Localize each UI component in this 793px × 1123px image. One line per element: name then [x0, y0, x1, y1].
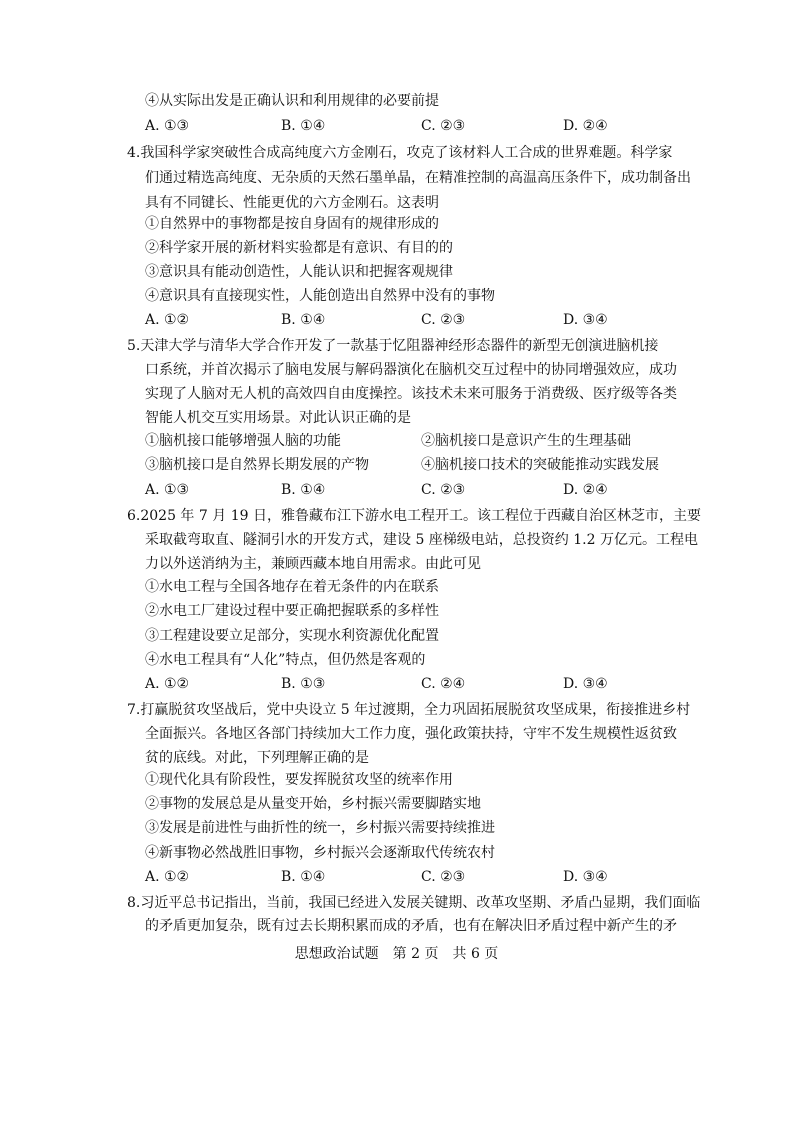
q4-statement-3: ③意识具有能动创造性，人能认识和把握客观规律: [145, 264, 453, 280]
option-c: C. ②③: [421, 482, 466, 498]
q6-statement-4: ④水电工程具有“人化”特点，但仍然是客观的: [145, 652, 426, 668]
q5-statement-4: ④脑机接口技术的突破能推动实践发展: [421, 457, 659, 473]
q4-statement-2: ②科学家开展的新材料实验都是有意识、有目的的: [145, 240, 453, 256]
q4-stem-line-3: 具有不同键长、性能更优的六方金刚石。这表明: [145, 195, 439, 211]
q7-statement-2: ②事物的发展总是从量变开始，乡村振兴需要脚踏实地: [145, 796, 481, 812]
option-a: A. ①②: [145, 676, 190, 692]
option-d: D. ③④: [563, 869, 608, 885]
q7-stem-line-2: 全面振兴。各地区各部门持续加大工作力度，强化政策扶持，守牢不发生规模性返贫致: [145, 726, 677, 742]
option-b: B. ①③: [281, 676, 326, 692]
q5-statement-3: ③脑机接口是自然界长期发展的产物: [145, 457, 369, 473]
q7-stem-line-1: 7.打赢脱贫攻坚战后，党中央设立 5 年过渡期，全力巩固拓展脱贫攻坚成果，衔接推进乡村: [127, 702, 691, 718]
option-a: A. ①②: [145, 869, 190, 885]
q5-stem-line-1: 5.天津大学与清华大学合作开发了一款基于忆阻器神经形态器件的新型无创演进脑机接: [127, 338, 659, 354]
q8-stem-line-2: 的矛盾更加复杂，既有过去长期积累而成的矛盾，也有在解决旧矛盾过程中新产生的矛: [145, 918, 677, 934]
q6-options: [145, 674, 665, 694]
q4-stem-line-1: 4.我国科学家突破性合成高纯度六方金刚石，攻克了该材料人工合成的世界难题。科学家: [127, 145, 673, 161]
option-a: A. ①③: [145, 118, 190, 134]
q7-statement-4: ④新事物必然战胜旧事物，乡村振兴会逐渐取代传统农村: [145, 845, 495, 861]
option-d: D. ②④: [563, 482, 608, 498]
q8-stem-line-1: 8.习近平总书记指出，当前，我国已经进入发展关键期、改革攻坚期、矛盾凸显期，我们面临: [127, 895, 701, 911]
option-d: D. ③④: [563, 312, 608, 328]
q7-stem-line-3: 贫的底线。对此，下列理解正确的是: [145, 750, 369, 766]
q7-statement-3: ③发展是前进性与曲折性的统一，乡村振兴需要持续推进: [145, 820, 495, 836]
q6-stem-line-2: 采取截弯取直、隧洞引水的开发方式，建设 5 座梯级电站，总投资约 1.2 万亿元。工程电: [145, 532, 698, 548]
q4-options: [145, 310, 665, 330]
option-c: C. ②④: [421, 676, 466, 692]
q5-statement-1: ①脑机接口能够增强人脑的功能: [145, 433, 341, 449]
q5-options: [145, 480, 665, 500]
q5-statements-row-2: [145, 455, 665, 475]
option-d: D. ③④: [563, 676, 608, 692]
option-c: C. ②③: [421, 869, 466, 885]
q6-statement-1: ①水电工程与全国各地存在着无条件的内在联系: [145, 579, 439, 595]
q5-statements-row-1: [145, 431, 665, 451]
option-b: B. ①④: [281, 869, 326, 885]
option-c: C. ②③: [421, 118, 466, 134]
option-a: A. ①③: [145, 482, 190, 498]
q4-statement-1: ①自然界中的事物都是按自身固有的规律形成的: [145, 216, 439, 232]
option-d: D. ②④: [563, 118, 608, 134]
option-b: B. ①④: [281, 312, 326, 328]
q7-statement-1: ①现代化具有阶段性，要发挥脱贫攻坚的统率作用: [145, 772, 453, 788]
q7-options: [145, 867, 665, 887]
option-c: C. ②③: [421, 312, 466, 328]
option-a: A. ①②: [145, 312, 190, 328]
q3-statement-4: ④从实际出发是正确认识和利用规律的必要前提: [145, 93, 439, 109]
q6-stem-line-3: 力以外送消纳为主，兼顾西藏本地自用需求。由此可见: [145, 556, 481, 572]
q5-statement-2: ②脑机接口是意识产生的生理基础: [421, 433, 631, 449]
q4-stem-line-2: 们通过精选高纯度、无杂质的天然石墨单晶，在精准控制的高温高压条件下，成功制备出: [145, 170, 691, 186]
q5-stem-line-2: 口系统，并首次揭示了脑电发展与解码器演化在脑机交互过程中的协同增强效应，成功: [145, 362, 677, 378]
q3-options: [145, 116, 665, 136]
q6-statement-2: ②水电工厂建设过程中要正确把握联系的多样性: [145, 603, 439, 619]
option-b: B. ①④: [281, 118, 326, 134]
q5-stem-line-3: 实现了人脑对无人机的高效四自由度操控。该技术未来可服务于消费级、医疗级等各类: [145, 386, 677, 402]
q6-stem-line-1: 6.2025 年 7 月 19 日，雅鲁藏布江下游水电工程开工。该工程位于西藏自治区林芝市，主要: [127, 508, 701, 524]
page-footer: 思想政治试题 第 2 页 共 6 页: [294, 946, 499, 962]
q4-statement-4: ④意识具有直接现实性，人能创造出自然界中没有的事物: [145, 288, 495, 304]
q6-statement-3: ③工程建设要立足部分，实现水利资源优化配置: [145, 628, 439, 644]
option-b: B. ①④: [281, 482, 326, 498]
q5-stem-line-4: 智能人机交互实用场景。对此认识正确的是: [145, 410, 411, 426]
